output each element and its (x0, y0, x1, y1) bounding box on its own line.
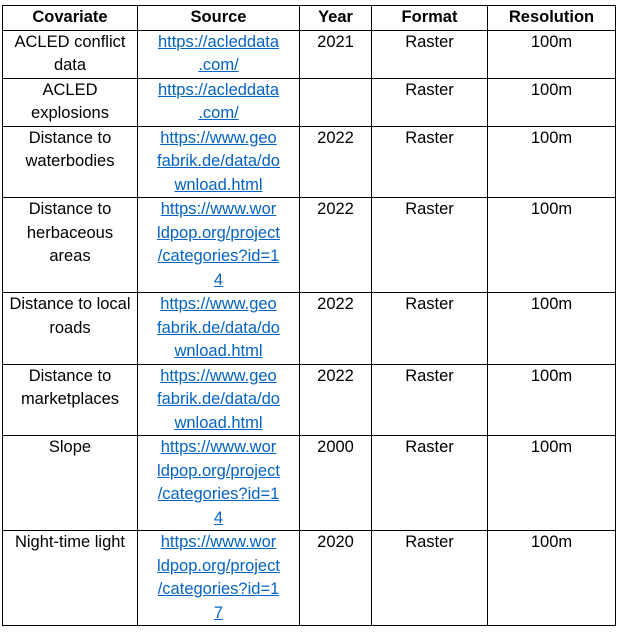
resolution-cell: 100m (488, 78, 616, 126)
resolution-cell: 100m (488, 436, 616, 531)
resolution-cell: 100m (488, 126, 616, 198)
header-format: Format (372, 6, 488, 31)
resolution-cell: 100m (488, 531, 616, 626)
resolution-cell: 100m (488, 364, 616, 436)
source-link-line: ldpop.org/project (157, 556, 280, 575)
source-link-line: fabrik.de/data/do (157, 152, 280, 170)
covariate-cell: Distance to herbaceous areas (3, 198, 138, 293)
table-row (3, 126, 616, 198)
year-cell: 2020 (300, 531, 372, 626)
resolution-cell: 100m (488, 198, 616, 293)
year-cell: 2022 (300, 198, 372, 293)
format-cell: Raster (372, 198, 488, 293)
format-cell: Raster (372, 78, 488, 126)
format-cell: Raster (372, 531, 488, 626)
header-covariate: Covariate (3, 6, 138, 31)
header-resolution: Resolution (488, 6, 616, 31)
source-link-line: 4 (213, 270, 224, 289)
source-link[interactable] (158, 33, 279, 75)
source-link-line: 7 (213, 603, 224, 622)
covariate-cell: ACLED conflict data (3, 30, 138, 78)
source-link-line: /categories?id=1 (157, 247, 280, 265)
source-cell (138, 293, 300, 365)
source-link-line: https://www.geo (160, 295, 277, 313)
table-row (3, 78, 616, 126)
table-row (3, 364, 616, 436)
table-row (3, 198, 616, 293)
source-link-line: .com/ (198, 104, 239, 122)
format-cell: Raster (372, 293, 488, 365)
table-row (3, 30, 616, 78)
source-link-line: 4 (213, 508, 224, 527)
table-row (3, 436, 616, 531)
source-link-line: wnload.html (174, 175, 263, 194)
year-cell: 2022 (300, 364, 372, 436)
format-cell: Raster (372, 126, 488, 198)
table-body (3, 30, 616, 626)
year-cell: 2000 (300, 436, 372, 531)
resolution-cell: 100m (488, 293, 616, 365)
source-cell (138, 78, 300, 126)
source-cell (138, 364, 300, 436)
source-link-line: https://www.wor (160, 438, 277, 456)
covariate-cell: Slope (3, 436, 138, 531)
source-link[interactable] (157, 129, 280, 194)
source-link-line: https://www.geo (160, 128, 277, 147)
source-link-line: fabrik.de/data/do (157, 318, 280, 337)
source-link-line: fabrik.de/data/do (157, 390, 280, 408)
source-link-line: https://www.geo (160, 366, 277, 385)
covariate-cell: Distance to marketplaces (3, 364, 138, 436)
covariate-cell: Distance to local roads (3, 293, 138, 365)
table-row (3, 293, 616, 365)
source-cell (138, 531, 300, 626)
format-cell: Raster (372, 30, 488, 78)
source-link[interactable] (158, 81, 279, 123)
source-link-line: /categories?id=1 (157, 485, 280, 503)
header-source: Source (138, 6, 300, 31)
year-cell: 2022 (300, 293, 372, 365)
source-link[interactable] (157, 200, 280, 289)
source-link-line: https://acleddata (157, 80, 280, 99)
year-cell: 2022 (300, 126, 372, 198)
source-link-line: https://www.wor (160, 533, 277, 551)
header-row (3, 6, 616, 31)
source-link-line: ldpop.org/project (157, 223, 280, 242)
source-link-line: /categories?id=1 (157, 580, 280, 598)
source-link[interactable] (157, 438, 280, 527)
year-cell: 2021 (300, 30, 372, 78)
source-link-line: wnload.html (174, 413, 263, 432)
source-cell (138, 436, 300, 531)
source-link-line: https://www.wor (160, 200, 277, 218)
source-link[interactable] (157, 367, 280, 432)
source-link-line: wnload.html (174, 342, 263, 360)
table-row (3, 531, 616, 626)
source-cell (138, 126, 300, 198)
year-cell (300, 78, 372, 126)
covariates-table (2, 5, 616, 626)
source-link-line: .com/ (198, 56, 239, 74)
source-link-line: https://acleddata (157, 32, 280, 51)
header-year: Year (300, 6, 372, 31)
covariate-cell: Night-time light (3, 531, 138, 626)
source-cell (138, 30, 300, 78)
covariate-cell: ACLED explosions (3, 78, 138, 126)
format-cell: Raster (372, 436, 488, 531)
format-cell: Raster (372, 364, 488, 436)
source-link[interactable] (157, 533, 280, 622)
source-cell (138, 198, 300, 293)
source-link[interactable] (157, 295, 280, 360)
covariate-cell: Distance to waterbodies (3, 126, 138, 198)
resolution-cell: 100m (488, 30, 616, 78)
source-link-line: ldpop.org/project (157, 461, 280, 480)
